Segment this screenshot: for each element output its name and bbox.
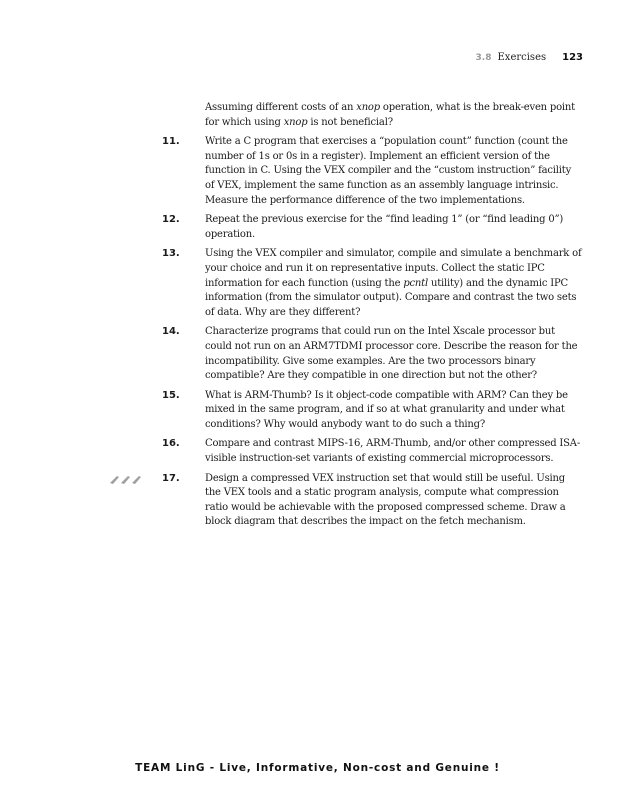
exercise-12: [162, 213, 582, 242]
xnop-term: xnop: [283, 116, 308, 128]
exercise-text: Using the VEX compiler and simulator, compile and simulate a benchmark of your choice and run it on representative inputs. Collect the static IPC information for each function (using the pcntl utility) and the dynamic IPC information (from the simulator output). Compare and contrast the two sets of data. Why are they different?: [205, 248, 582, 318]
exercise-number: 11.: [162, 136, 180, 148]
pcntl-term: pcntl: [403, 277, 428, 289]
exercise-13: [162, 247, 582, 320]
exercise-number: 13.: [162, 248, 180, 260]
exercise-text: Write a C program that exercises a “population count” function (count the number of 1s or 0s in a register). Implement an efficient version of the function in C. Using the VEX compiler and the “custom instruction” facility of VEX, implement the same function as an assembly language intrinsic. Measure the performance difference of the two implementations.: [205, 136, 572, 206]
footer-banner: TEAM LinG - Live, Informative, Non-cost and Genuine !: [135, 762, 500, 774]
section-title: Exercises: [497, 52, 547, 63]
section-number: 3.8: [475, 53, 492, 63]
exercise-text: Repeat the previous exercise for the “find leading 1” (or “find leading 0”) operation.: [205, 214, 564, 240]
exercise-11: [162, 135, 582, 208]
exercise-text: Characterize programs that could run on the Intel Xscale processor but could not run on an ARM7TDMI processor core. Describe the reason for the incompatibility. Give some examples. Are the two processors binary compatible? Are they compatible in one direction but not the other?: [205, 326, 578, 382]
exercise-14: [162, 325, 582, 383]
exercise-list: [162, 101, 582, 530]
intro-paragraph: Assuming different costs of an xnop operation, what is the break-even point for which using xnop is not beneficial?: [205, 102, 575, 128]
exercise-text: Compare and contrast MIPS-16, ARM-Thumb, and/or other compressed ISA-visible instruction-set variants of existing commercial microprocessors.: [205, 438, 581, 465]
exercise-17: [162, 472, 582, 530]
exercise-text: What is ARM-Thumb? Is it object-code compatible with ARM? Can they be mixed in the same program, and if so at what granularity and under what conditions? Why would anybody want to do such a thing?: [205, 389, 568, 430]
exercise-15: [162, 389, 582, 433]
exercise-number: 14.: [162, 326, 180, 338]
exercise-number: 16.: [162, 438, 180, 450]
exercise-text: Design a compressed VEX instruction set that would still be useful. Using the VEX tools and a static program analysis, compute what compression ratio would be achievable with the proposed compressed scheme. Draw a block diagram that describes the impact on the fetch mechanism.: [205, 472, 566, 528]
exercise-16: [162, 437, 582, 466]
exercise-number: 12.: [162, 214, 180, 226]
triple-arrow-icon: [110, 476, 142, 484]
xnop-term: xnop: [356, 102, 380, 113]
exercise-number: 15.: [162, 389, 180, 401]
running-header: [476, 52, 583, 63]
page-number: 123: [562, 52, 583, 63]
exercise-number: 17.: [162, 472, 180, 484]
